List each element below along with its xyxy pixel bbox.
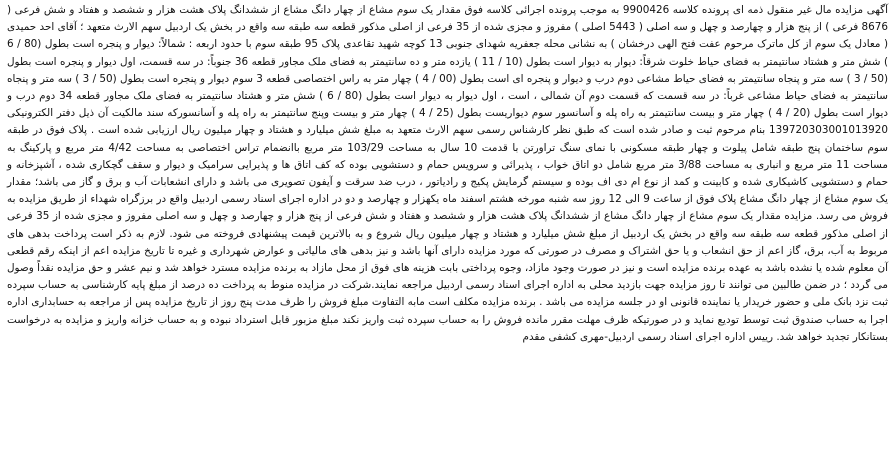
auction-notice-text: آگهی مزایده مال غیر منقول ذمه ای پرونده کلاسه 9900426 به موجب پرونده اجرائی کلاسه فوق مقدار یک سوم مشاع از چهار دانگ مشاع از ششدانگ پلاک هشت هزار و ششصد و هفتاد و شش فرعی ( 8676 فرعی ) از پنج هزار و چهارصد و چهل و سه اصلی ( 5443 اصلی ) مفروز و مجزی شده از 35 فرعی از اصلی مذکور قطعه سه طبقه سه واقع در بخش یک اردبیل سهم الارث متعهد ؛ آقای احد حمیدی ( معادل یک سوم از کل ماترک مرحوم عفت فتح الهی درخشان ) به نشانی محله جعفریه شهدای جنوبی 13 کوچه شهید تقاعدی پلاک 95 طبقه سوم با حدود اربعه : شمالاً: دیوار و پنجره است بطول (80 / 6 ) شش متر و هشتاد سانتیمتر به فضای حیاط خلوت شرقاً: دیوار به دیوار است بطول (10 / 11 ) یازده متر و ده سانتیمتر به فضای ملک مجاور قطعه 36 جنوباً: در سه قسمت، اول دیوار و پنجره است بطول (50 / 3 ) سه متر و پنجاه سانتیمتر به فضای حیاط مشاعی دوم درب و دیوار و پنجره ای است بطول (00 / 4 ) چهار متر به راس اختصاصی قطعه 3 سوم دیوار و پنجره است بطول (50 / 3 ) سه متر و پنجاه سانتیمتر به فضای حیاط مشاعی غرباً: در سه قسمت که قسمت دوم آن شمالی ، است ، اول دیوار به دیوار است بطول (80 / 6 ) شش متر و هشتاد سانتیمتر به فضای ملک مجاور قطعه 34 دوم درب و دیوار است بطول (20 / 4 ) چهار متر و بیست سانتیمتر به راه پله و آسانسور سوم دیواریست بطول (25 / 4 ) چهار متر و بیست وپنج سانتیمتر به راه پله و آسانسورکه سند مالکیت آن ذیل دفتر الکترونیکی 139720303001013920 بنام مرحوم ثبت و صادر شده است که طبق نظر کارشناس رسمی سهم الارث متعهد به مبلغ شش میلیارد و هشتاد و چهار میلیون ریال ارزیابی شده است . پلاک فوق در طبقه سوم ساختمان پنج طبقه شامل پیلوت و چهار طبقه مسکونی با نمای سنگ تراورتن با قدمت 10 سال به مساحت 103/29 متر مربع باانضمام تراس اختصاصی به مساحت 4/42 متر مربع و پارکینگ به مساحت 11 متر مربع و انباری به مساحت 3/88 متر مربع شامل دو اتاق خواب ، پذیرائی و سرویس حمام و دستشویی بوده که کف اتاق ها و پذیرایی سرامیک و دیوار و سقف گچکاری شده ، آشپزخانه و حمام و دستشویی کاشیکاری شده و کابینت و کمد از نوع ام دی اف بوده و سیستم گرمایش پکیج و رادیاتور ، درب ضد سرقت و آیفون تصویری می باشد و دارای انشعابات آب و برق و گاز می باشد؛ مقدار یک سوم مشاع از چهار دانگ مشاع پلاک فوق از ساعت 9 الی 12 روز سه شنبه مورخه هشتم اسفند ماه یکهزار و چهارصد و دو در اداره اجرای اسناد رسمی اردبیل واقع در برزگراه شهداء از طریق مزایده به فروش می رسد. مزایده مقدار یک سوم مشاع از چهار دانگ مشاع از ششدانگ پلاک هشت هزار و ششصد و هفتاد و شش فرعی از پنج هزار و چهارصد و چهل و سه اصلی مفروز و مجزی شده از 35 فرعی از اصلی مذکور قطعه سه طبقه سه واقع در بخش یک اردبیل از مبلغ شش میلیارد و هشتاد و چهار میلیون ریال شروع و به بالاترین قیمت پیشنهادی فروخته می شود. لازم به ذکر است پرداخت بدهی های مربوط به آب، برق، گاز اعم از حق انشعاب و یا حق اشتراک و مصرف در صورتی که مورد مزایده دارای آنها باشد و نیز بدهی های مالیاتی و عوارض شهرداری و غیره تا تاریخ مزایده اعم از اینکه رقم قطعی آن معلوم شده یا نشده باشد به عهده برنده مزایده است و نیز در صورت وجود مازاد، وجوه پرداختی بابت هزینه های فوق از محل مازاد به برنده مزایده مسترد خواهد شد و نیم عشر و حق مزایده نقداً وصول می گردد ؛ در ضمن طالبین می توانند تا روز مزایده جهت بازدید محلی به اداره اجرای اسناد رسمی اردبیل مراجعه نمایند.شرکت در مزایده منوط به پرداخت ده درصد از مبلغ پایه کارشناسی به حساب سپرده ثبت نزد بانک ملی و حضور خریدار یا نماینده قانونی او در جلسه مزایده می باشد . برنده مزایده مکلف است مابه التفاوت مبلغ فروش را ظرف مدت پنج روز از تاریخ مزایده پس از مراجعه به حسابداری اداره اجرا به حساب صندوق ثبت توسط تودیع نماید و در صورتیکه ظرف مهلت مقرر مانده فروش را به حساب سپرده ثبت واریز نکند مبلغ مزبور قابل استرداد نبوده و به حساب خزانه واریز و مزایده به درخواست بستانکار تجدید خواهد شد. رییس اداره اجرای اسناد رسمی اردبیل-مهری کشفی مقدم [7,4,889,343]
